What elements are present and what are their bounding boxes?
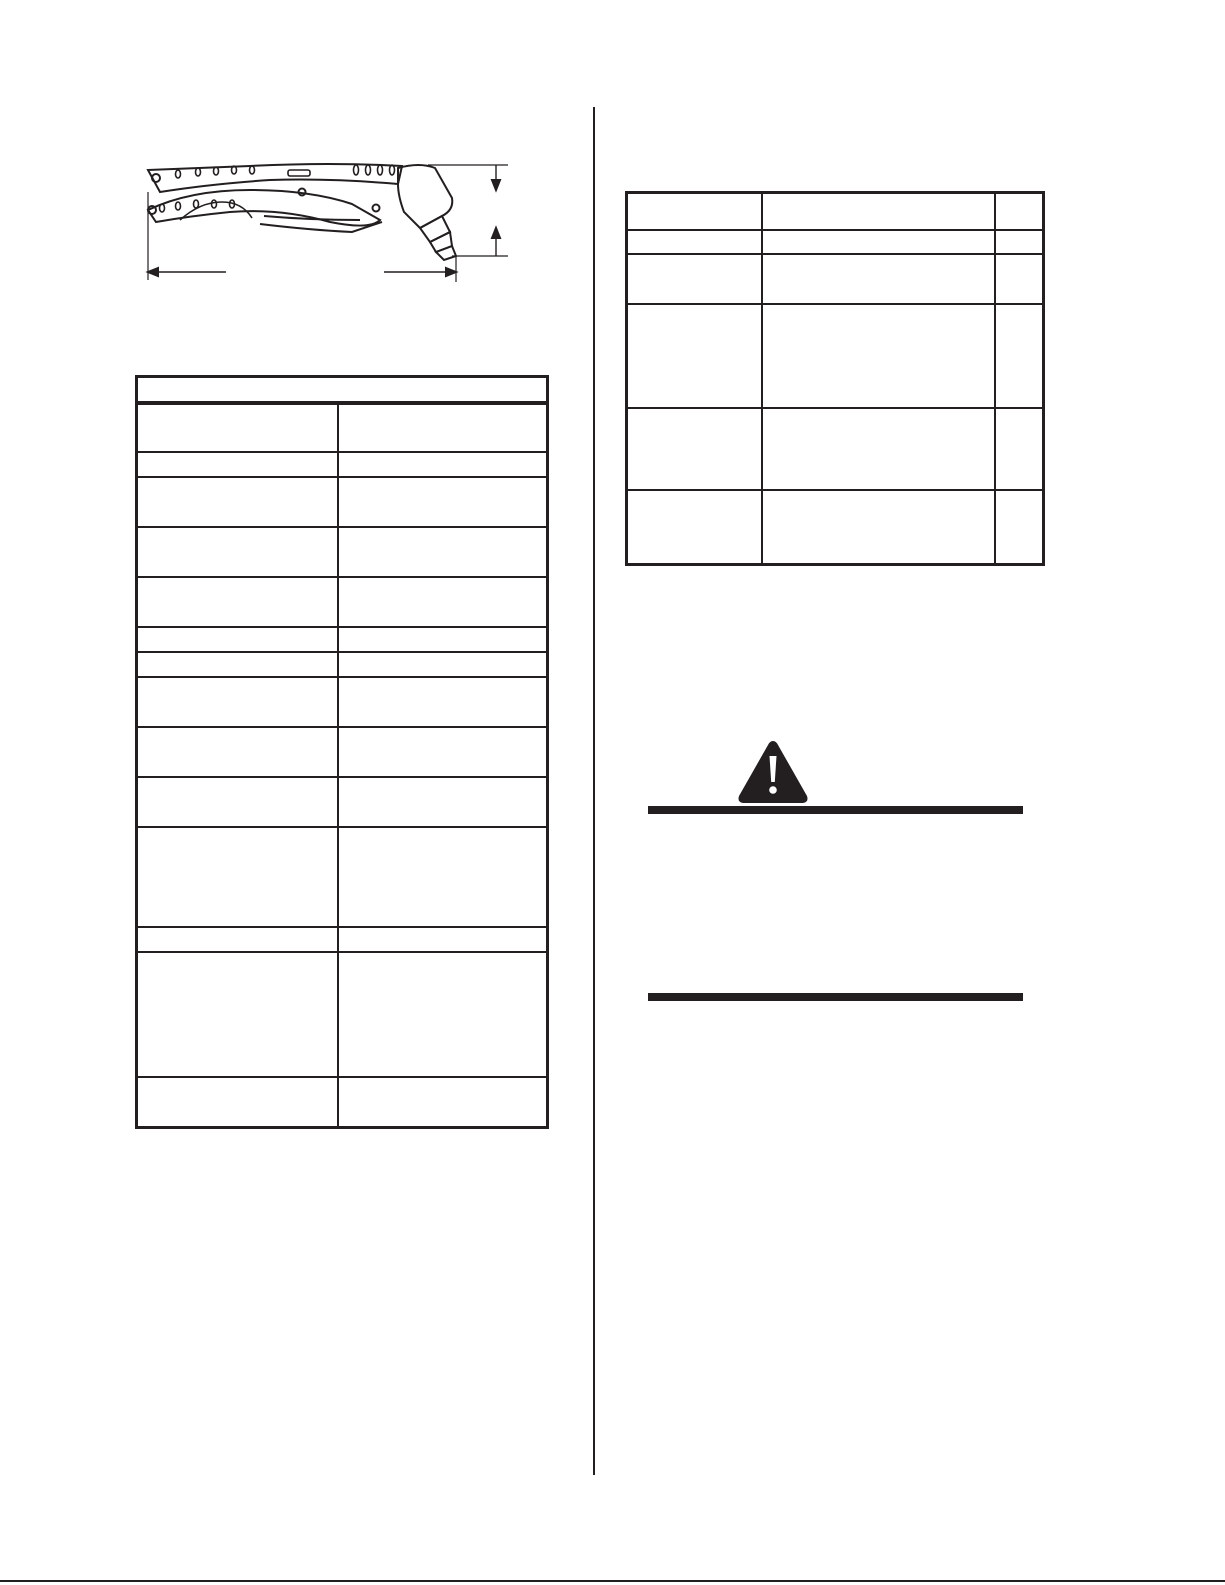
- warning-triangle-icon: [736, 738, 810, 806]
- table-row: [137, 652, 548, 677]
- table-row: [137, 577, 548, 627]
- parts-table: [625, 191, 1045, 566]
- table-row: [137, 927, 548, 952]
- table-row: [137, 477, 548, 527]
- warning-block: [648, 738, 1023, 1008]
- spec-table-header: [137, 377, 548, 404]
- table-row: [137, 627, 548, 652]
- table-row: [137, 677, 548, 727]
- footer-rule: [0, 1580, 1225, 1582]
- table-row: [137, 727, 548, 777]
- column-divider: [593, 107, 595, 1475]
- table-row: [627, 408, 1044, 490]
- table-row: [627, 490, 1044, 565]
- table-row: [137, 527, 548, 577]
- table-row: [627, 254, 1044, 304]
- spec-table: [135, 375, 549, 1129]
- table-row: [627, 230, 1044, 254]
- table-row: [137, 403, 548, 452]
- table-row: [137, 1077, 548, 1127]
- table-row: [627, 304, 1044, 408]
- table-row: [137, 827, 548, 927]
- warning-top-bar: [648, 806, 1023, 814]
- table-row: [137, 452, 548, 477]
- table-header-row: [627, 193, 1044, 230]
- warning-text: [648, 822, 1023, 982]
- table-row: [137, 952, 548, 1077]
- warning-bottom-bar: [648, 993, 1023, 1001]
- hand-torch-dimension-drawing: [130, 150, 530, 300]
- table-row: [137, 777, 548, 827]
